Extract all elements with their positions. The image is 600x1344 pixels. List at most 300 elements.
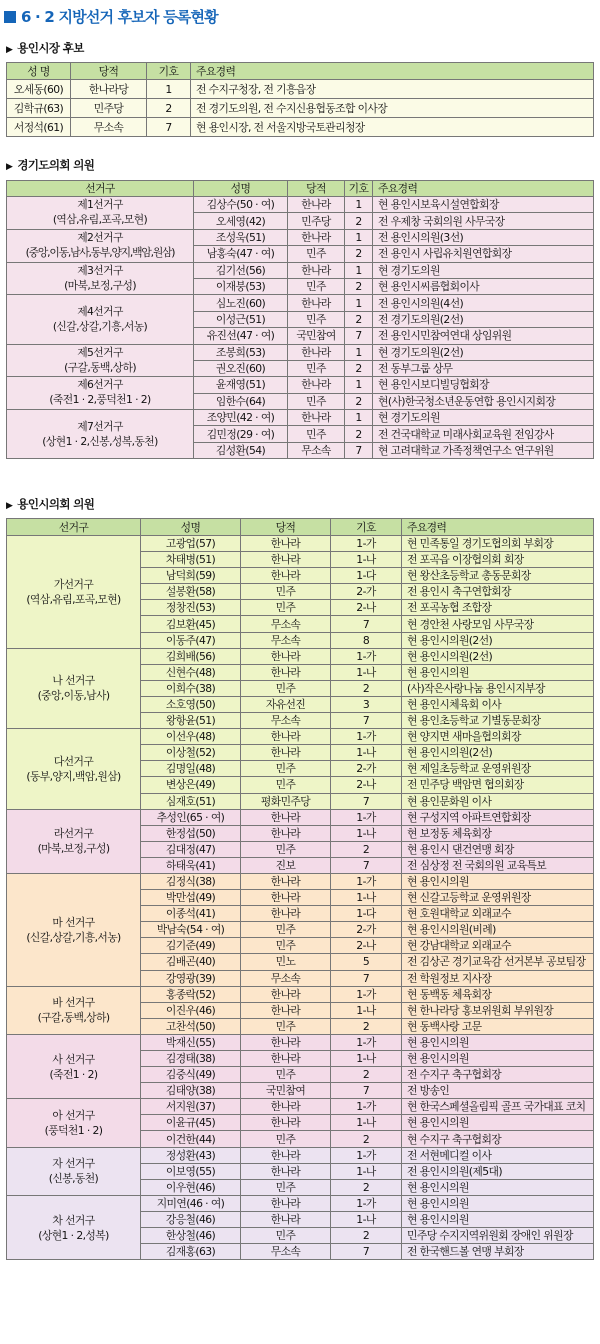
ballot-number: 2-가 (331, 584, 402, 600)
district-name: 제7선거구 (77, 420, 123, 434)
party: 민주당 (288, 213, 345, 229)
career: 전 학원정보 지사장 (402, 970, 594, 986)
ballot-number: 2 (331, 1131, 402, 1147)
ballot-number: 1-나 (331, 664, 402, 680)
party: 민주 (241, 761, 331, 777)
party: 민주 (241, 1228, 331, 1244)
party: 무소속 (241, 616, 331, 632)
candidate-name: 김성환(54) (194, 442, 288, 458)
candidate-name: 소호영(50) (141, 696, 241, 712)
career: 전 수지구청장, 전 기흥읍장 (191, 80, 594, 99)
ballot-number: 1-나 (331, 1051, 402, 1067)
ballot-number: 2-나 (331, 938, 402, 954)
career: 현 용인시씨름협회이사 (373, 278, 594, 294)
career: 현 제일초등학교 운영위원장 (402, 761, 594, 777)
ballot-number: 1-나 (331, 1115, 402, 1131)
candidate-name: 추성인(65 · 여) (141, 809, 241, 825)
ballot-number: 2 (345, 311, 373, 327)
ballot-number: 1-가 (331, 729, 402, 745)
district-area: (상현1 · 2,신봉,성복,동천) (42, 435, 158, 449)
table-row (7, 197, 594, 213)
ballot-number: 2-나 (331, 777, 402, 793)
party: 한나라 (288, 262, 345, 278)
district-area: (죽전1 · 2) (49, 1067, 98, 1081)
candidate-name: 하태욱(41) (141, 857, 241, 873)
column-header: 선거구 (7, 181, 194, 197)
career: 현 용인시의원 (402, 664, 594, 680)
district-cell (7, 536, 141, 649)
candidate-name: 김희배(56) (141, 648, 241, 664)
party: 민주당 (71, 99, 147, 118)
candidate-name: 오세영(42) (194, 213, 288, 229)
party: 한나라 (288, 410, 345, 426)
candidate-name: 김재홍(63) (141, 1244, 241, 1260)
career: 현 용인시의원 (402, 1179, 594, 1195)
table-row (7, 1195, 594, 1211)
party: 무소속 (241, 632, 331, 648)
party: 한나라 (241, 568, 331, 584)
party: 한나라 (241, 648, 331, 664)
ballot-number: 1 (345, 229, 373, 245)
ballot-number: 5 (331, 954, 402, 970)
ballot-number: 7 (345, 442, 373, 458)
candidate-name: 이종석(41) (141, 906, 241, 922)
ballot-number: 1 (147, 80, 191, 99)
ballot-number: 1-가 (331, 536, 402, 552)
table-row (7, 344, 594, 360)
party: 무소속 (241, 713, 331, 729)
column-header: 기호 (331, 519, 402, 536)
candidate-name: 강영광(39) (141, 970, 241, 986)
party: 한나라 (241, 1147, 331, 1163)
party: 한나라 (241, 1034, 331, 1050)
district-name: 차 선거구 (52, 1213, 95, 1227)
candidate-name: 왕항윤(51) (141, 713, 241, 729)
career: 현 용인시의원(비례) (402, 922, 594, 938)
district-name: 제3선거구 (77, 263, 123, 277)
party: 민주 (241, 922, 331, 938)
ballot-number: 1-나 (331, 825, 402, 841)
party: 한나라 (241, 664, 331, 680)
party: 민주 (241, 1018, 331, 1034)
career: 전 용인시의원(3선) (373, 229, 594, 245)
candidate-name: 이진우(46) (141, 1002, 241, 1018)
party: 민주 (241, 938, 331, 954)
ballot-number: 1-가 (331, 873, 402, 889)
party: 한나라 (241, 552, 331, 568)
district-name: 제1선거구 (77, 198, 123, 211)
party: 민주 (241, 1131, 331, 1147)
career: 현(사)한국청소년운동연합 용인시지회장 (373, 393, 594, 409)
career: 현 왕산초등학교 총동문회장 (402, 568, 594, 584)
ballot-number: 7 (345, 328, 373, 344)
ballot-number: 2 (345, 278, 373, 294)
party: 무소속 (241, 970, 331, 986)
candidate-name: 이우현(46) (141, 1179, 241, 1195)
district-cell (7, 1099, 141, 1147)
career: 전 용인시민참여연대 상임위원 (373, 328, 594, 344)
candidate-name: 한상철(46) (141, 1228, 241, 1244)
candidate-name: 이보영(55) (141, 1163, 241, 1179)
career: 전 포곡농협 조합장 (402, 600, 594, 616)
career: 현 용인시의원 (402, 1211, 594, 1227)
career: 현 민족통일 경기도협의회 부회장 (402, 536, 594, 552)
ballot-number: 1-나 (331, 890, 402, 906)
ballot-number: 3 (331, 696, 402, 712)
candidate-name: 이건한(44) (141, 1131, 241, 1147)
career: 현 양지면 새마을협의회장 (402, 729, 594, 745)
career: 전 서현메디컬 이사 (402, 1147, 594, 1163)
party: 한나라 (241, 1115, 331, 1131)
candidate-name: 홍종락(52) (141, 986, 241, 1002)
district-cell (7, 729, 141, 809)
district-cell (7, 295, 194, 344)
candidate-name: 오세동(60) (7, 80, 71, 99)
column-header: 주요경력 (402, 519, 594, 536)
party: 한나라 (288, 377, 345, 393)
district-name: 제4선거구 (77, 305, 123, 319)
candidate-name: 이성근(51) (194, 311, 288, 327)
party: 한나라 (241, 1002, 331, 1018)
ballot-number: 2 (345, 213, 373, 229)
column-header: 선거구 (7, 519, 141, 536)
party: 한나라당 (71, 80, 147, 99)
district-area: (풍덕천1 · 2) (44, 1123, 103, 1137)
career: 현 수지구 축구협회장 (402, 1131, 594, 1147)
career: 전 방송인 (402, 1083, 594, 1099)
ballot-number: 7 (331, 970, 402, 986)
header-row (7, 519, 594, 536)
ballot-number: 1-나 (331, 1211, 402, 1227)
party: 국민참여 (288, 328, 345, 344)
candidate-name: 김명일(48) (141, 761, 241, 777)
candidate-name: 차태병(51) (141, 552, 241, 568)
table-row (7, 986, 594, 1002)
career: 현 용인시의원 (402, 1034, 594, 1050)
provincial-table (6, 180, 594, 459)
ballot-number: 7 (147, 118, 191, 137)
party: 민주 (288, 426, 345, 442)
district-cell (7, 1147, 141, 1195)
career: 전 포곡읍 이장협의회 회장 (402, 552, 594, 568)
district-area: (마북,보정,구성) (64, 278, 136, 292)
party: 한나라 (241, 825, 331, 841)
career: 전 건국대학교 미래사회교육원 전임강사 (373, 426, 594, 442)
career: 현 용인시의원 (402, 1115, 594, 1131)
career: 현 용인문화원 이사 (402, 793, 594, 809)
party: 민주 (241, 777, 331, 793)
candidate-name: 임한수(64) (194, 393, 288, 409)
square-bullet-icon (4, 11, 16, 23)
district-area: (역삼,유림,포곡,모현) (26, 592, 121, 606)
party: 민주 (288, 278, 345, 294)
candidate-name: 김대정(47) (141, 841, 241, 857)
career: 현 용인시의원 (402, 1195, 594, 1211)
district-name: 제2선거구 (77, 230, 123, 244)
district-cell (7, 377, 194, 410)
ballot-number: 2 (331, 1179, 402, 1195)
column-header: 주요경력 (373, 181, 594, 197)
candidate-name: 남홍숙(47 · 여) (194, 246, 288, 262)
candidate-name: 김상수(50 · 여) (194, 197, 288, 213)
ballot-number: 1-가 (331, 1195, 402, 1211)
column-header: 주요경력 (191, 63, 594, 80)
candidate-name: 고찬석(50) (141, 1018, 241, 1034)
candidate-name: 박남숙(54 · 여) (141, 922, 241, 938)
candidate-name: 이재붕(53) (194, 278, 288, 294)
ballot-number: 1 (345, 197, 373, 213)
ballot-number: 2 (331, 841, 402, 857)
district-area: (중앙,이동,남사,동부,양지,백암,원삼) (25, 245, 175, 259)
career: 현 용인시 댄건연맹 회장 (402, 841, 594, 857)
ballot-number: 2 (331, 680, 402, 696)
candidate-name: 박만섭(49) (141, 890, 241, 906)
career: 현 한국스페셜올림픽 골프 국가대표 코치 (402, 1099, 594, 1115)
district-cell (7, 229, 194, 262)
ballot-number: 1-가 (331, 648, 402, 664)
district-name: 마 선거구 (52, 915, 95, 929)
ballot-number: 1-나 (331, 1163, 402, 1179)
candidate-name: 김정식(38) (141, 873, 241, 889)
party: 한나라 (288, 229, 345, 245)
table-row (7, 809, 594, 825)
table-row (7, 1099, 594, 1115)
district-area: (동부,양지,백암,원삼) (26, 769, 121, 783)
district-name: 가선거구 (53, 577, 94, 591)
party: 민주 (241, 680, 331, 696)
ballot-number: 7 (331, 857, 402, 873)
party: 한나라 (288, 197, 345, 213)
district-cell (7, 809, 141, 873)
column-header: 성 명 (7, 63, 71, 80)
candidate-name: 권오진(60) (194, 360, 288, 376)
district-cell (7, 986, 141, 1034)
candidate-name: 지미연(46 · 여) (141, 1195, 241, 1211)
career: 전 수지구 축구협회장 (402, 1067, 594, 1083)
career: 현 용인시의원(2선) (402, 648, 594, 664)
party: 민주 (241, 1067, 331, 1083)
career: 전 심상정 전 국회의원 교육특보 (402, 857, 594, 873)
party: 무소속 (241, 1244, 331, 1260)
ballot-number: 1-가 (331, 1147, 402, 1163)
career: 전 한국핸드볼 연맹 부회장 (402, 1244, 594, 1260)
candidate-name: 고광업(57) (141, 536, 241, 552)
district-cell (7, 344, 194, 377)
career: 현 신갈고등학교 운영위원장 (402, 890, 594, 906)
district-area: (신봉,동천) (48, 1172, 99, 1186)
candidate-name: 윤재영(51) (194, 377, 288, 393)
candidate-name: 심재호(51) (141, 793, 241, 809)
district-name: 제6선거구 (77, 378, 123, 392)
candidate-name: 김보환(45) (141, 616, 241, 632)
table-row (7, 377, 594, 393)
party: 민노 (241, 954, 331, 970)
district-area: (신갈,상갈,기흥,서농) (26, 930, 121, 944)
table-row (7, 1147, 594, 1163)
ballot-number: 1 (345, 377, 373, 393)
district-cell (7, 410, 194, 459)
ballot-number: 7 (331, 1244, 402, 1260)
ballot-number: 2 (345, 246, 373, 262)
candidate-name: 심노진(60) (194, 295, 288, 311)
party: 무소속 (288, 442, 345, 458)
ballot-number: 1-다 (331, 568, 402, 584)
header-row (7, 63, 594, 80)
party: 진보 (241, 857, 331, 873)
district-area: (구갈,동백,상하) (37, 1011, 110, 1025)
column-header: 당적 (241, 519, 331, 536)
career: 현 동백동 체육회장 (402, 986, 594, 1002)
district-cell (7, 648, 141, 728)
candidate-name: 조봉희(53) (194, 344, 288, 360)
candidate-name: 김기선(56) (194, 262, 288, 278)
table-row (7, 262, 594, 278)
district-cell (7, 1195, 141, 1259)
ballot-number: 1-나 (331, 552, 402, 568)
city-table (6, 518, 594, 1260)
ballot-number: 2 (345, 360, 373, 376)
ballot-number: 1-나 (331, 745, 402, 761)
column-header: 당적 (71, 63, 147, 80)
party: 민주 (241, 584, 331, 600)
career: 현 경기도의원(2선) (373, 344, 594, 360)
column-header: 성명 (141, 519, 241, 536)
district-name: 제5선거구 (77, 345, 123, 359)
header-row (7, 181, 594, 197)
table-row (7, 729, 594, 745)
candidate-name: 한정섭(50) (141, 825, 241, 841)
party: 국민참여 (241, 1083, 331, 1099)
party: 한나라 (241, 873, 331, 889)
party: 한나라 (241, 536, 331, 552)
district-name: 바 선거구 (52, 996, 95, 1010)
career: 현 용인시보디빌딩협회장 (373, 377, 594, 393)
career: 전 용인시의원(4선) (373, 295, 594, 311)
candidate-name: 김학규(63) (7, 99, 71, 118)
candidate-name: 조성욱(51) (194, 229, 288, 245)
party: 민주 (288, 246, 345, 262)
ballot-number: 7 (331, 713, 402, 729)
career: 전 민주당 백암면 협의회장 (402, 777, 594, 793)
party: 한나라 (241, 1099, 331, 1115)
candidate-name: 서정석(61) (7, 118, 71, 137)
candidate-name: 이희수(38) (141, 680, 241, 696)
ballot-number: 1-가 (331, 1099, 402, 1115)
party: 민주 (241, 841, 331, 857)
district-area: (역삼,유림,포곡,모현) (52, 213, 148, 226)
candidate-name: 이상철(52) (141, 745, 241, 761)
district-name: 아 선거구 (52, 1108, 95, 1122)
career: 현 호원대학교 외래교수 (402, 906, 594, 922)
career: 전 김상곤 경기교육감 선거본부 공보팀장 (402, 954, 594, 970)
career: 현 보정동 체육회장 (402, 825, 594, 841)
triangle-bullet-icon: ▶ (6, 501, 13, 511)
ballot-number: 1-가 (331, 1034, 402, 1050)
candidate-name: 신현수(48) (141, 664, 241, 680)
candidate-name: 정성환(43) (141, 1147, 241, 1163)
table-row (7, 80, 594, 99)
ballot-number: 2 (331, 1018, 402, 1034)
career: 현 용인초등학교 기별동문회장 (402, 713, 594, 729)
career: 현 경기도의원 (373, 262, 594, 278)
ballot-number: 1-나 (331, 1002, 402, 1018)
party: 민주 (241, 600, 331, 616)
ballot-number: 2 (331, 1228, 402, 1244)
district-name: 라선거구 (53, 827, 94, 841)
district-area: (마북,보정,구성) (37, 842, 110, 856)
career: 현 용인시의원 (402, 1051, 594, 1067)
table-row (7, 410, 594, 426)
party: 한나라 (241, 745, 331, 761)
career: 현 용인시장, 전 서울지방국토관리청장 (191, 118, 594, 137)
party: 한나라 (241, 906, 331, 922)
table-row (7, 648, 594, 664)
candidate-name: 유진선(47 · 여) (194, 328, 288, 344)
career: 현 강남대학교 외래교수 (402, 938, 594, 954)
ballot-number: 2-가 (331, 761, 402, 777)
ballot-number: 1 (345, 295, 373, 311)
career: 현 용인시보육시설연합회장 (373, 197, 594, 213)
district-area: (중앙,이동,남사) (37, 689, 110, 703)
candidate-name: 김기준(49) (141, 938, 241, 954)
ballot-number: 1 (345, 410, 373, 426)
career: 전 경기도의원, 전 수지신용협동조합 이사장 (191, 99, 594, 118)
party: 민주 (241, 1179, 331, 1195)
career: 전 용인시 사립유치원연합회장 (373, 246, 594, 262)
district-area: (구갈,동백,상하) (64, 360, 136, 374)
party: 한나라 (241, 890, 331, 906)
candidate-name: 서지원(37) (141, 1099, 241, 1115)
candidate-name: 정창진(53) (141, 600, 241, 616)
district-cell (7, 873, 141, 986)
party: 한나라 (288, 295, 345, 311)
district-cell (7, 262, 194, 295)
party: 한나라 (288, 344, 345, 360)
career: 현 동백사랑 고문 (402, 1018, 594, 1034)
career: (사)작은사랑나눔 용인시지부장 (402, 680, 594, 696)
table-row (7, 536, 594, 552)
career: 민주당 수지지역위원회 장애인 위원장 (402, 1228, 594, 1244)
ballot-number: 2 (147, 99, 191, 118)
party: 한나라 (241, 729, 331, 745)
career: 전 경기도의원(2선) (373, 311, 594, 327)
mayor-table (6, 62, 594, 137)
party: 한나라 (241, 1211, 331, 1227)
party: 민주 (288, 360, 345, 376)
career: 현 경안천 사랑모임 사무국장 (402, 616, 594, 632)
triangle-bullet-icon: ▶ (6, 45, 13, 55)
district-area: (상현1 · 2,성복) (38, 1228, 109, 1242)
candidate-name: 조양민(42 · 여) (194, 410, 288, 426)
city-section-title: ▶ 용인시의회 의원 (6, 497, 95, 511)
column-header: 성명 (194, 181, 288, 197)
ballot-number: 2-가 (331, 922, 402, 938)
candidate-name: 박재신(55) (141, 1034, 241, 1050)
ballot-number: 2 (345, 426, 373, 442)
party: 민주 (288, 393, 345, 409)
party: 한나라 (241, 1195, 331, 1211)
party: 무소속 (71, 118, 147, 137)
career: 현 용인시의원(2선) (402, 632, 594, 648)
party: 한나라 (241, 1163, 331, 1179)
district-area: (신갈,상갈,기흥,서농) (52, 320, 148, 334)
district-name: 다선거구 (53, 754, 94, 768)
career: 현 고려대학교 가족정책연구소 연구위원 (373, 442, 594, 458)
district-cell (7, 197, 194, 230)
district-name: 나 선거구 (52, 674, 95, 688)
candidate-name: 김배곤(40) (141, 954, 241, 970)
candidate-name: 김민정(29 · 여) (194, 426, 288, 442)
